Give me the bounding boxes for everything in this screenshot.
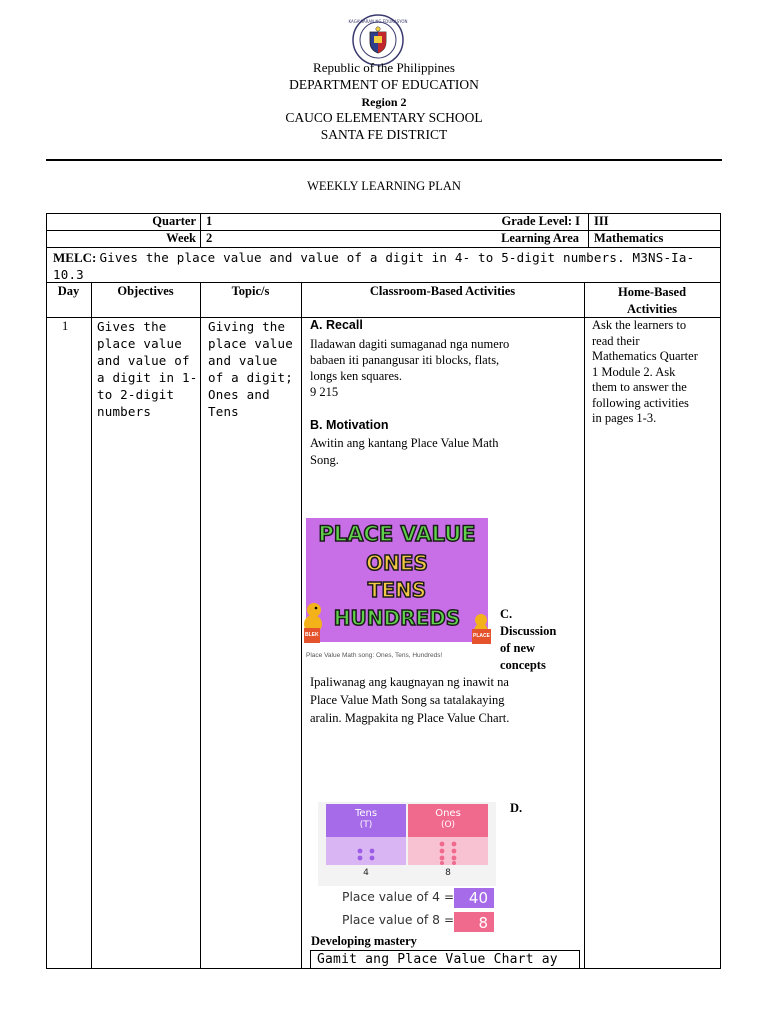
- video-title-word: PLACE VALUE: [318, 522, 476, 546]
- ones-label: Ones: [435, 808, 461, 819]
- grade-level-label: Grade Level: I: [501, 214, 580, 228]
- week-value: 2: [206, 231, 213, 245]
- discussion-heading-line: Discussion: [500, 624, 557, 638]
- col-day: Day: [57, 284, 80, 298]
- objective-line: to 2-digit: [97, 387, 175, 402]
- home-line: following activities: [592, 395, 689, 410]
- week-label: Week: [166, 231, 196, 245]
- col-classroom: Classroom-Based Activities: [369, 284, 516, 298]
- motivation-line: Awitin ang kantang Place Value Math: [310, 436, 499, 450]
- objective-line: a digit in 1-: [97, 370, 198, 385]
- pv8-equals: =: [443, 913, 455, 927]
- developing-mastery-box: Gamit ang Place Value Chart ay: [310, 950, 580, 969]
- col-home-line2: Activities: [627, 302, 677, 316]
- header-district: SANTA FE DISTRICT: [320, 127, 448, 142]
- tens-digit: 4: [363, 868, 369, 878]
- learning-area-label: Learning Area: [501, 231, 579, 245]
- header-region: Region 2: [361, 95, 407, 109]
- recall-number: 9 215: [310, 385, 339, 399]
- melc-label: MELC:: [53, 250, 97, 265]
- developing-d-label: D.: [510, 801, 523, 815]
- recall-heading: A. Recall: [310, 318, 363, 332]
- discussion-heading: [500, 606, 556, 674]
- objective-line: Gives the: [97, 319, 167, 334]
- home-line: 1 Module 2. Ask: [592, 364, 676, 379]
- col-objectives: Objectives: [117, 284, 174, 298]
- melc-text-line1: Gives the place value and value of a digit in 4- to 5-digit numbers. M3NS-Ia-: [99, 250, 695, 265]
- topic-line: and value: [208, 353, 278, 368]
- recall-line: longs ken squares.: [310, 369, 402, 383]
- developing-mastery-heading: Developing mastery: [311, 934, 417, 948]
- col-home-line1: Home-Based: [617, 285, 687, 299]
- header-department: DEPARTMENT OF EDUCATION: [289, 77, 479, 92]
- home-line: Mathematics Quarter: [592, 349, 698, 363]
- learning-area-value: Mathematics: [594, 231, 664, 245]
- topic-line: Tens: [208, 404, 239, 419]
- video-side-badge-right: PLACE: [472, 629, 491, 644]
- pv8-value: 8: [478, 914, 488, 932]
- header-republic: Republic of the Philippines: [313, 60, 455, 75]
- home-line: them to answer the: [592, 380, 687, 394]
- objective-line: and value of: [97, 353, 190, 368]
- video-caption: Place Value Math song: Ones, Tens, Hundreds!: [306, 652, 443, 659]
- place-value-video-thumbnail: [306, 518, 488, 642]
- discussion-heading-line: concepts: [500, 658, 546, 672]
- ones-sub-label: (O): [440, 820, 456, 830]
- objective-line: numbers: [97, 404, 152, 419]
- motivation-heading: B. Motivation: [310, 418, 389, 432]
- melc: [53, 249, 718, 283]
- deped-seal-logo: [348, 14, 408, 66]
- video-side-badge-left: BLEK: [304, 628, 320, 643]
- col-home: [584, 284, 720, 318]
- recall-line: Iladawan dagiti sumaganad nga numero: [310, 337, 510, 351]
- discussion-text: [310, 673, 584, 727]
- melc-text-line2: 10.3: [53, 267, 84, 282]
- pv4-label: Place value of 4: [342, 890, 440, 904]
- motivation-text: [310, 435, 582, 469]
- motivation-line: Song.: [310, 453, 339, 467]
- video-title-word: TENS: [367, 578, 427, 602]
- discussion-line: Place Value Math Song sa tatalakaying: [310, 693, 505, 707]
- objective-line: place value: [97, 336, 182, 351]
- recall-line: babaen iti panangusar iti blocks, flats,: [310, 353, 500, 367]
- pv8-value-box: [454, 912, 494, 932]
- tens-value-cell: [326, 837, 406, 865]
- discussion-line: Ipaliwanag ang kaugnayan ng inawit na: [310, 675, 509, 689]
- svg-text:KAGAWARAN NG EDUKASYON: KAGAWARAN NG EDUKASYON: [348, 19, 408, 24]
- topic-line: Ones and: [208, 387, 270, 402]
- pv4-value: 40: [468, 889, 488, 907]
- discussion-heading-line: C.: [500, 607, 513, 621]
- home-line: in pages 1-3.: [592, 411, 657, 425]
- discussion-heading-line: of new: [500, 641, 536, 655]
- topic-line: Giving the: [208, 319, 286, 334]
- col-topics: Topic/s: [231, 284, 270, 298]
- grade-level-value: III: [594, 214, 609, 228]
- home-line: Ask the learners to: [592, 318, 687, 332]
- ones-value-cell: [408, 837, 488, 865]
- pv4-equals: =: [443, 890, 455, 904]
- discussion-line: aralin. Magpakita ng Place Value Chart.: [310, 711, 510, 725]
- header-school: CAUCO ELEMENTARY SCHOOL: [285, 110, 483, 125]
- topic-line: of a digit;: [208, 370, 293, 385]
- home-based-activities: [592, 318, 718, 427]
- row1-topics: [208, 318, 301, 420]
- pv8-label: Place value of 8: [342, 913, 440, 927]
- recall-text: [310, 336, 582, 400]
- home-line: read their: [592, 333, 640, 348]
- video-title-word: HUNDREDS: [333, 606, 461, 630]
- row1-objectives: [97, 318, 200, 420]
- tens-sub-label: (T): [359, 820, 373, 830]
- tens-label: Tens: [354, 808, 378, 819]
- video-title-word: ONES: [366, 551, 428, 575]
- quarter-label: Quarter: [152, 214, 196, 228]
- place-value-chart-image: [318, 802, 496, 936]
- quarter-value: 1: [206, 214, 213, 228]
- page-title: WEEKLY LEARNING PLAN: [307, 179, 461, 193]
- header-divider: [46, 159, 722, 161]
- row1-day: 1: [62, 319, 69, 333]
- topic-line: place value: [208, 336, 293, 351]
- ones-digit: 8: [445, 868, 451, 878]
